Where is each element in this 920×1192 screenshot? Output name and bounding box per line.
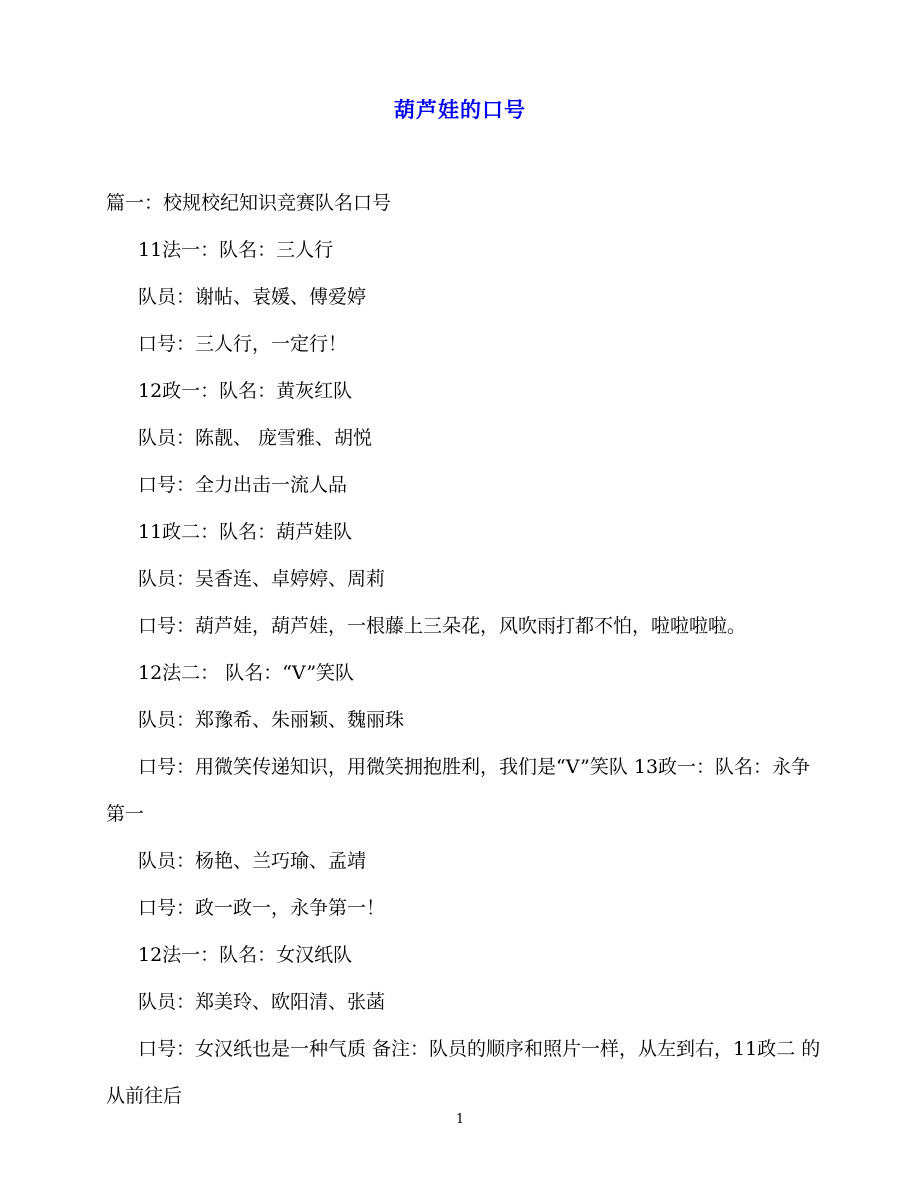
document-body [106, 180, 826, 1120]
paragraph: 口号：全力出击一流人品 [138, 474, 348, 496]
paragraph: 队员：杨艳、兰巧瑜、孟靖 [138, 850, 367, 872]
paragraph: 11法一：队名：三人行 [138, 239, 334, 261]
section-heading: 篇一：校规校纪知识竞赛队名口号 [106, 192, 392, 214]
paragraph: 口号：葫芦娃，葫芦娃，一根藤上三朵花，风吹雨打都不怕，啦啦啦啦。 [138, 615, 747, 637]
paragraph: 口号：政一政一，永争第一！ [138, 897, 386, 919]
paragraph: 11政二：队名：葫芦娃队 [138, 521, 353, 543]
page-number: 1 [455, 1112, 465, 1127]
document-title: 葫芦娃的口号 [394, 97, 526, 122]
paragraph: 口号：女汉纸也是一种气质 备注：队员的顺序和照片一样，从左到右，11政二 的从前往后 [106, 1038, 821, 1107]
paragraph: 口号：三人行，一定行！ [138, 333, 348, 355]
paragraph: 队员：陈靓、 庞雪雅、胡悦 [138, 427, 373, 449]
paragraph: 队员：谢帖、袁媛、傅爱婷 [138, 286, 367, 308]
paragraph: 12政一：队名：黄灰红队 [138, 380, 353, 402]
paragraph: 12法二： 队名：“V”笑队 [138, 662, 355, 684]
paragraph: 队员：吴香连、卓婷婷、周莉 [138, 568, 386, 590]
paragraph: 队员：郑美玲、欧阳清、张菡 [138, 991, 386, 1013]
paragraph: 12法一：队名：女汉纸队 [138, 944, 353, 966]
paragraph: 队员：郑豫希、朱丽颖、魏丽珠 [138, 709, 405, 731]
paragraph: 口号：用微笑传递知识，用微笑拥抱胜利，我们是“V”笑队 13政一：队名：永争第一 [106, 756, 811, 825]
